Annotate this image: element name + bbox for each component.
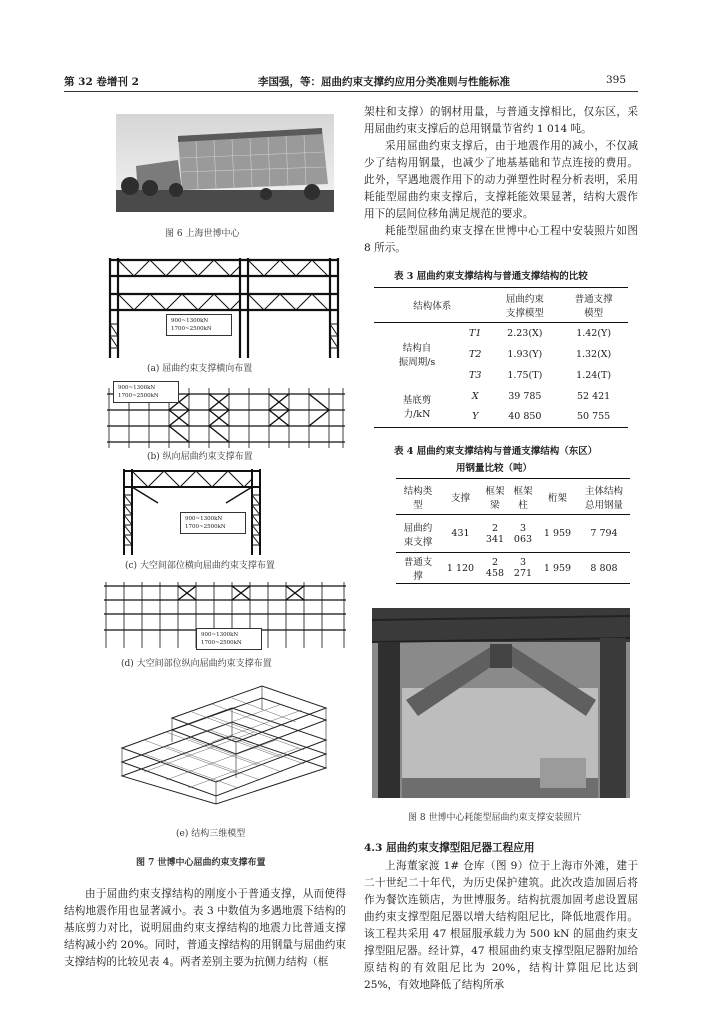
- table-cell: 普通支撑: [403, 557, 433, 582]
- table-cell: 52 421: [576, 390, 611, 402]
- table3-group-shear: [374, 386, 460, 428]
- fig6-caption: 图 6 上海世博中心: [165, 229, 240, 239]
- table-cell: T3: [469, 369, 482, 381]
- journal-volume: 第 32 卷增刊 2: [64, 76, 139, 88]
- table-cell: 431: [451, 528, 470, 539]
- table4-header: 主体结构总用钢量: [584, 485, 623, 511]
- table3-header-brb: [490, 288, 559, 323]
- table-cell: T1: [469, 327, 482, 339]
- paragraph-3: 耗能型屈曲约束支撑在世博中心工程中安装照片如图 8 所示。: [364, 225, 638, 254]
- fig7c-caption: (c) 大空间部位横向屈曲约束支撑布置: [125, 561, 275, 571]
- table-cell: 屈曲约束支撑: [403, 522, 433, 548]
- legend-item: 1700~2500kN: [118, 393, 159, 399]
- legend-d: [196, 628, 262, 650]
- table4-header: 桁架: [547, 492, 567, 504]
- fig7a-caption: (a) 屈曲约束支撑横向布置: [147, 364, 253, 374]
- table-cell: 39 785: [508, 390, 542, 402]
- brace-installation-photo: [372, 608, 630, 798]
- table-cell: X: [471, 390, 479, 402]
- table-cell: 1 959: [543, 562, 572, 574]
- group-line: 振周期/s: [398, 357, 436, 369]
- paragraph-2: 采用屈曲约束支撑后，由于地震作用的减小，不仅减少了结构用钢量，也减少了地基基础和节点连接的费用。此外，罕遇地震作用下的动力弹塑性时程分析表明，采用耗能型屈曲约束支撑后，支撑耗能效果显著，结构大震作用下的层间位移角满足规范的要求。: [364, 140, 638, 220]
- table-cell: 7 794: [590, 528, 618, 539]
- table-cell: 8 808: [590, 562, 618, 574]
- table-cell: 1.32(X): [575, 348, 612, 360]
- paragraph-1: 架柱和支撑）的钢材用量，与普通支撑相比，仅东区，采用屈曲约束支撑后的总用钢量节省约 1 014 吨。: [364, 106, 638, 135]
- table-cell: Y: [472, 411, 479, 423]
- table-cell: 50 755: [576, 411, 611, 423]
- table4-caption-line2: 用钢量比较（吨）: [456, 463, 533, 474]
- table3-group-period: [374, 323, 460, 386]
- header-line: 普通支撑: [574, 294, 613, 305]
- fig8-caption: 图 8 世博中心耗能型屈曲约束支撑安装照片: [408, 813, 582, 823]
- table4-caption-line1: 表 4 屈曲约束支撑结构与普通支撑结构（东区）: [394, 446, 598, 457]
- group-line: 基底剪: [402, 395, 432, 407]
- header-rule: [64, 91, 638, 92]
- legend-item: 900~1300kN: [201, 632, 239, 638]
- table-cell: 40 850: [508, 411, 542, 423]
- legend-item: 1700~2500kN: [185, 524, 226, 530]
- table-cell: 2 458: [485, 557, 505, 579]
- header-line: 支撑模型: [505, 308, 544, 319]
- table4-header: 支撑: [450, 492, 470, 504]
- legend-item: 900~1300kN: [171, 318, 209, 324]
- fig7e-caption: (e) 结构三维模型: [176, 829, 246, 839]
- header-line: 模型: [584, 308, 604, 319]
- table-cell: 1.24(T): [576, 369, 612, 381]
- table-cell: 1 959: [543, 528, 572, 539]
- legend-a: [166, 314, 232, 336]
- table4-header: 框架柱: [513, 485, 533, 511]
- legend-item: 900~1300kN: [185, 516, 223, 522]
- fig7-caption: 图 7 世博中心屈曲约束支撑布置: [136, 858, 266, 868]
- right-column-text: [364, 104, 638, 257]
- left-paragraph: 由于屈曲约束支撑结构的刚度小于普通支撑，从而使得结构地震作用也显著减小。表 3 中数值为多遇地震下结构的基底剪力对比，说明屈曲约束支撑结构的地震力比普通支撑结构减小约 20%。同时，普通支撑结构的用钢量与屈曲约束支撑结构的比较见表 4。两者差别主要为抗侧力结构（框: [64, 888, 346, 968]
- table3: [374, 287, 628, 428]
- table-cell: 2 341: [485, 522, 505, 545]
- table4-header: 框架梁: [485, 485, 505, 511]
- section-heading: 4.3 屈曲约束支撑型阻尼器工程应用: [364, 842, 535, 854]
- transverse-brace-diagram: [104, 254, 344, 358]
- legend-item: 1700~2500kN: [201, 640, 242, 646]
- table-cell: 1.75(T): [507, 369, 543, 381]
- group-line: 力/kN: [403, 409, 431, 421]
- legend-c: [180, 512, 246, 534]
- table-cell: 3 063: [513, 522, 533, 545]
- group-line: 结构自: [402, 343, 432, 355]
- table3-header-normal: [559, 288, 628, 323]
- fig7d-caption: (d) 大空间部位纵向屈曲约束支撑布置: [121, 659, 272, 669]
- legend-item: 1700~2500kN: [171, 326, 212, 332]
- expo-center-photo: [116, 114, 334, 212]
- table-cell: 1.93(Y): [507, 348, 543, 360]
- table3-caption: 表 3 屈曲约束支撑结构与普通支撑结构的比较: [394, 271, 588, 282]
- table-cell: 1.42(Y): [576, 327, 612, 339]
- table3-header-system: 结构体系: [413, 301, 452, 312]
- page-number: 395: [606, 74, 627, 86]
- table4: [396, 478, 630, 584]
- table-cell: 3 271: [513, 557, 533, 579]
- legend-b: [113, 381, 179, 403]
- table-cell: 2.23(X): [507, 327, 543, 339]
- structure-3d-model: [112, 678, 336, 806]
- large-space-transverse-diagram: [118, 463, 268, 555]
- legend-item: 900~1300kN: [118, 385, 156, 391]
- table-cell: T2: [469, 348, 482, 360]
- running-title: 李国强，等：屈曲约束支撑约应用分类准则与性能标准: [258, 76, 510, 88]
- paragraph-4: 上海董家渡 1# 仓库（图 9）位于上海市外滩，建于二十世纪二十年代，为历史保护建筑。此次改造加固后将作为餐饮连锁店，为世博服务。结构抗震加固考虑设置屈曲约束支撑型阻尼器以增大结构阻尼比，降低地震作用。该工程共采用 47 根屈服承载力为 500 kN 的屈曲约束支撑型阻尼器。经计算，47 根屈曲约束支撑型阻尼器附加给原结构的有效阻尼比为 20%，结构计算阻尼比达到 25%，有效地降低了结构所承: [364, 860, 638, 991]
- header-line: 屈曲约束: [505, 294, 544, 305]
- table4-header: 结构类型: [403, 485, 433, 511]
- table-cell: 1 120: [446, 562, 475, 574]
- fig7b-caption: (b) 纵向屈曲约束支撑布置: [147, 452, 253, 462]
